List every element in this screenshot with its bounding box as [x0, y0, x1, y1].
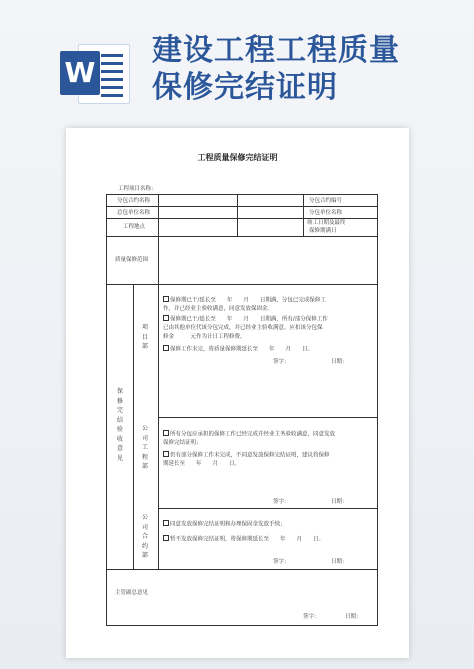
engineering-dept-date: 日期：	[331, 499, 348, 505]
project-dept-option1: 保修期已于/延长至 年 月 日期满，分包已完成保修工 作，并已经业主验收满意，同意发放保固金。	[163, 297, 326, 313]
warranty-scope-label: 质量保修范围	[115, 257, 149, 263]
engineering-dept-option2: 仍有部分保修工作未完成，不同意发放保修完结证明，建议将保修 期延长至 年 月 日。	[163, 452, 330, 468]
form-table	[106, 194, 378, 626]
acceptance-section-label: 保修完结验收意见	[116, 388, 123, 462]
general-contractor-label: 总包单位名称	[117, 210, 151, 216]
contract-dept-sign: 签字：	[273, 559, 290, 565]
engineering-dept-sign: 签字：	[273, 499, 290, 505]
contract-dept-label: 公司合约部	[141, 514, 148, 559]
engineering-dept-option1: 所有分包应承担的保修工作已经完成并经业主务验收满意，同意发放 保修完结证明；	[163, 431, 336, 447]
project-dept-option2: 保修期已于/延长至 年 月 日期满，所有/部分保修工作 已由其他单位代该分包完成，并已经业主验收满意，应扣该分包保 修金 元作为计日工程修费。	[163, 316, 328, 340]
completion-date-label-line1: 竣工日期及最终	[307, 220, 346, 226]
subcontract-name-label: 分包合约名称	[117, 198, 151, 204]
document-page	[66, 128, 409, 658]
checkbox-icon[interactable]	[163, 296, 169, 302]
checkbox-icon[interactable]	[163, 430, 169, 436]
contract-dept-option1: 同意发放保修完结证明和办理保固金发放手续；	[163, 520, 375, 529]
checkbox-icon[interactable]	[163, 345, 169, 351]
checkbox-icon[interactable]	[163, 451, 169, 457]
project-dept-option3: 保修工作未完，将质量保修期延长至 年 月 日。	[163, 345, 375, 354]
banner-title	[152, 32, 452, 106]
checkbox-icon[interactable]	[163, 535, 169, 541]
supervisor-sign: 签字：	[303, 614, 320, 620]
project-dept-sign: 签字：	[273, 359, 290, 365]
document-title: 工程质量保修完结证明	[197, 153, 278, 162]
banner-title-line1: 建设工程工程质量	[152, 33, 400, 68]
completion-date-label-line2: 保修期满日	[309, 228, 337, 234]
checkbox-icon[interactable]	[163, 315, 169, 321]
supervisor-opinion-label: 主管副总意见	[115, 590, 149, 596]
word-app-icon	[60, 44, 132, 102]
project-name-label: 工程项目名称：	[118, 186, 157, 192]
project-location-label: 工程地点	[123, 224, 146, 230]
checkbox-icon[interactable]	[163, 520, 169, 526]
banner-title-line2: 保修完结证明	[152, 70, 338, 105]
supervisor-date: 日期：	[345, 614, 362, 620]
project-dept-label: 项目部	[141, 324, 148, 350]
word-icon-letter: W	[60, 51, 100, 95]
project-dept-date: 日期：	[331, 359, 348, 365]
engineering-dept-label: 公司工程部	[141, 425, 148, 470]
subcontractor-label: 分包单位名称	[309, 210, 343, 216]
subcontract-no-label: 分包合约编号	[309, 198, 343, 204]
contract-dept-date: 日期：	[331, 559, 348, 565]
contract-dept-option2: 暂不发放保修完结证明，将保修期延长至 年 月 日。	[163, 535, 375, 544]
